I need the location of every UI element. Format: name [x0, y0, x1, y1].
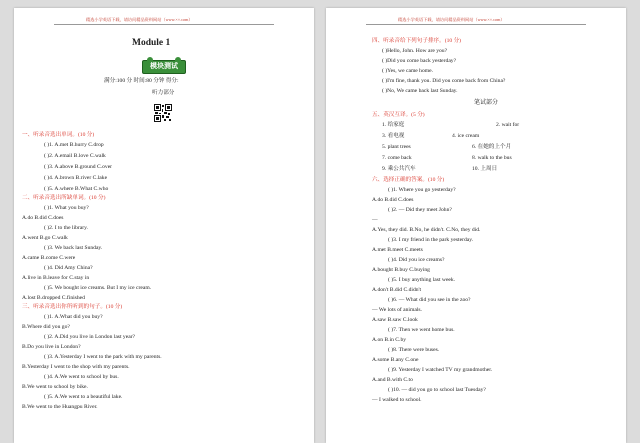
section-2-heading: 二、听录音选出所缺单词。(10 分)	[22, 195, 106, 201]
s6-line-3: ( )2. — Did they meet John?	[388, 207, 452, 213]
listening-label: 听力部分	[152, 90, 175, 96]
s3-line-10: B.We went to the Huangpu River.	[22, 404, 98, 410]
s6-line-5: A.Yes, they did. B.No, he didn't. C.No, they did.	[372, 227, 481, 233]
s2-line-5: ( )3. We back last Sunday.	[44, 245, 103, 251]
s5-left-1: 1. 给家庭	[382, 122, 405, 128]
s6-line-15: ( )7. Then we went home bus.	[388, 327, 455, 333]
s6-line-12: ( )6. — What did you see in the zoo?	[388, 297, 471, 303]
s6-line-9: A.bought B.buy C.buying	[372, 267, 430, 273]
s6-line-13: — We lots of animals.	[372, 307, 422, 313]
s2-line-1: ( )1. What you buy?	[44, 205, 89, 211]
header-divider	[366, 24, 586, 25]
s3-line-3: ( )2. A.Did you live in London last year?	[44, 334, 136, 340]
s2-line-9: ( )5. We bought ice creams. But I my ice cream.	[44, 285, 152, 291]
s6-line-4: —	[372, 217, 378, 223]
s5-right-5: 10. 上周日	[472, 166, 498, 172]
s4-line-4: ( )I'm fine, thank you. Did you come back from China?	[382, 78, 506, 84]
written-section-label: 笔试部分	[474, 100, 499, 106]
s6-line-16: A.on B.in C.by	[372, 337, 407, 343]
s6-line-8: ( )4. Did you ice creams?	[388, 257, 445, 263]
s3-line-6: B.Yesterday I went to the shop with my parents.	[22, 364, 130, 370]
s2-line-4: A.went B.go C.walk	[22, 235, 68, 241]
s1-item-3: ( )3. A.above B.ground C.over	[44, 164, 113, 170]
s6-line-21: ( )10. — did you go to school last Tuesday?	[388, 387, 486, 393]
s4-line-1: ( )Hello, John. How are you?	[382, 48, 448, 54]
s6-line-1: ( )1. Where you go yesterday?	[388, 187, 456, 193]
s6-line-6: ( )3. I my friend in the park yesterday.	[388, 237, 474, 243]
page-header: 精选小学英语下载，请访问精品资料网站（www.××.com）	[398, 17, 505, 22]
s6-line-11: A.don't B.did C.didn't	[372, 287, 422, 293]
section-6-heading: 六、选择正确的答案。(10 分)	[372, 177, 445, 183]
s1-item-1: ( )1. A.met B.hurry C.drop	[44, 142, 104, 148]
s2-line-3: ( )2. I to the library.	[44, 225, 88, 231]
s1-item-4: ( )4. A.brown B.river C.lake	[44, 175, 108, 181]
s2-line-6: A.came B.come C.were	[22, 255, 76, 261]
qr-code-icon	[154, 104, 172, 122]
s1-item-5: ( )5. A.where B.What C.who	[44, 186, 109, 192]
s3-line-4: B.Do you live in London?	[22, 344, 81, 350]
s5-left-4: 7. come back	[382, 155, 412, 161]
s6-line-14: A.saw B.saw C.look	[372, 317, 418, 323]
score-meta: 满分:100 分 时间:80 分钟 得分:	[104, 78, 179, 84]
s5-right-4: 8. walk to the bus	[472, 155, 512, 161]
s4-line-3: ( )Yes, we came home.	[382, 68, 434, 74]
exam-page-right	[326, 8, 626, 443]
section-1-heading: 一、听录音选出单词。(10 分)	[22, 132, 95, 138]
s2-line-2: A.do B.did C.does	[22, 215, 64, 221]
s5-right-2: 4. ice cream	[452, 133, 480, 139]
s3-line-2: B.Where did you go?	[22, 324, 70, 330]
s5-right-1: 2. wait for	[496, 122, 520, 128]
section-3-heading: 三、听录音选出你所听到的句子。(10 分)	[22, 304, 123, 310]
s3-line-7: ( )4. A.We went to school by bus.	[44, 374, 119, 380]
s6-line-18: A.some B.any C.one	[372, 357, 419, 363]
s3-line-5: ( )3. A.Yesterday I went to the park with my parents.	[44, 354, 162, 360]
s6-line-22: — I walked to school.	[372, 397, 422, 403]
s5-right-3: 6. 在她的上个月	[472, 144, 512, 150]
page-title: Module 1	[132, 38, 171, 48]
s6-line-10: ( )5. I buy anything last week.	[388, 277, 456, 283]
s6-line-19: ( )9. Yesterday I watched TV my grandmother.	[388, 367, 493, 373]
exam-page-left	[14, 8, 314, 443]
s3-line-8: B.We went to school by bike.	[22, 384, 88, 390]
s2-line-8: A.live in B.leave for C.stay in	[22, 275, 90, 281]
s2-line-10: A.lost B.dropped C.finished	[22, 295, 85, 301]
s6-line-2: A.do B.did C.does	[372, 197, 414, 203]
section-5-heading: 五、英汉互译。(5 分)	[372, 112, 425, 118]
s6-line-20: A.and B.with C.to	[372, 377, 413, 383]
module-test-badge: 模块测试	[142, 60, 186, 74]
s5-left-3: 5. plant trees	[382, 144, 411, 150]
s3-line-9: ( )5. A.We went to a beautiful lake.	[44, 394, 123, 400]
s6-line-17: ( )8. There were buses.	[388, 347, 440, 353]
page-header: 精选小学英语下载，请访问精品资料网站（www.××.com）	[86, 17, 193, 22]
s4-line-5: ( )No, We came back last Sunday.	[382, 88, 458, 94]
s2-line-7: ( )4. Did Amy China?	[44, 265, 93, 271]
s4-line-2: ( )Did you come back yesterday?	[382, 58, 457, 64]
s6-line-7: A.met B.meet C.meets	[372, 247, 423, 253]
s1-item-2: ( )2. A.email B.love C.walk	[44, 153, 106, 159]
header-divider	[54, 24, 274, 25]
section-4-heading: 四、听录音给下列句子排序。(10 分)	[372, 38, 462, 44]
s5-left-5: 9. 乘公共汽车	[382, 166, 416, 172]
s5-left-2: 3. 看电视	[382, 133, 405, 139]
s3-line-1: ( )1. A.What did you buy?	[44, 314, 103, 320]
